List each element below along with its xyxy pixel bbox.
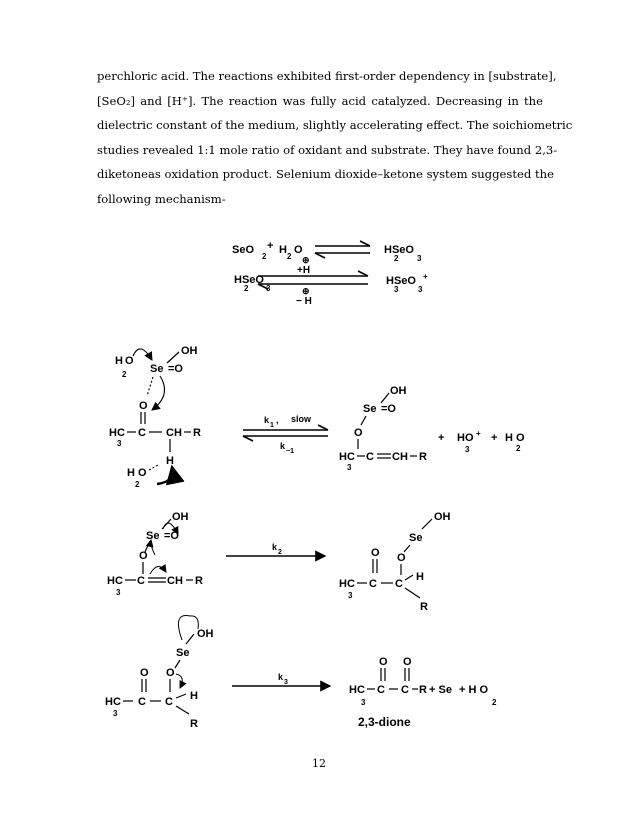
methyl-sub: 3 [117, 439, 122, 448]
se-eq-o: =O [168, 363, 183, 375]
p1-o: O [354, 427, 363, 439]
s3-c2: C [165, 696, 173, 708]
forward-proton-label: +H [297, 265, 311, 276]
step1-reactant [109, 345, 201, 489]
hseo3-reactant-sub-o: 3 [266, 284, 271, 293]
k-1-label: k [280, 441, 286, 451]
p2-o: O [397, 552, 406, 564]
base-h: H [127, 467, 135, 479]
p3-water-sub: 2 [492, 698, 497, 707]
k1-label: k [264, 415, 270, 425]
hseo3-plus-label: HSeO [386, 275, 416, 287]
p2-c2: C [395, 578, 403, 590]
p2-hc: HC [339, 578, 355, 590]
p2-hc-sub: 3 [348, 591, 353, 600]
p3-c2: C [401, 684, 409, 696]
p1-plus: + [438, 432, 445, 444]
p1-water: H O [505, 432, 525, 444]
step3-reactant [105, 616, 214, 731]
equilibrium-2 [234, 255, 428, 307]
p1-hc: HC [339, 451, 355, 463]
p3-r: R [419, 684, 427, 696]
p2-oh: OH [434, 511, 451, 523]
p3-hc: HC [349, 684, 365, 696]
s2-oh: OH [172, 511, 189, 523]
s2-ch: CH [167, 575, 183, 587]
step2-reactant [107, 511, 203, 597]
hseo3-reactant-sub-h: 2 [244, 284, 249, 293]
s3-c1: C [138, 696, 146, 708]
p2-se: Se [409, 532, 423, 544]
paragraph-line-1: perchloric acid. The reactions exhibited first-order dependency in [substrate], [97, 69, 557, 83]
k3-sub: 3 [284, 679, 288, 686]
s2-hc: HC [107, 575, 123, 587]
hseo3-sub-h: 2 [394, 254, 399, 263]
water-h: H [279, 244, 287, 256]
hseo3-plus-sup: + [423, 272, 428, 281]
s2-r: R [195, 575, 203, 587]
step3-product [349, 656, 497, 729]
methyl-hc: HC [109, 427, 125, 439]
paragraph-line-6: following mechanism- [97, 191, 226, 206]
paragraph-line-2: [SeO₂] and [H⁺]. The reaction was fully acid catalyzed. Decreasing in the [97, 93, 543, 108]
p2-carbonyl-o: O [371, 547, 380, 559]
water-o: O [294, 244, 303, 256]
p3-water: + H O [459, 684, 489, 696]
p1-oh: OH [390, 385, 407, 397]
k2-label: k [272, 542, 278, 552]
s2-se-eq-o: =O [164, 530, 179, 542]
p3-se: + Se [429, 684, 452, 696]
k2-sub: 2 [278, 549, 282, 556]
r-label: R [193, 427, 201, 439]
p3-hc-sub: 3 [361, 698, 366, 707]
p2-r: R [420, 601, 428, 613]
dione-label: 2,3-dione [358, 715, 411, 729]
slow-label: slow [291, 414, 312, 424]
s3-hc: HC [105, 696, 121, 708]
page-number: 12 [312, 757, 326, 770]
s2-o: O [139, 550, 148, 562]
step2-arrow [226, 542, 325, 556]
ch-label: CH [166, 427, 182, 439]
hseo3-plus-sub-o: 3 [418, 285, 423, 294]
plus-sign: + [267, 240, 274, 252]
s3-se: Se [176, 647, 190, 659]
hseo3-plus-sub-h: 3 [394, 285, 399, 294]
hydronium: HO [457, 432, 474, 444]
p1-water-sub: 2 [516, 444, 521, 453]
carbonyl-o: O [139, 400, 148, 412]
hydronium-sub: 3 [465, 445, 470, 454]
s3-carbonyl-o: O [140, 667, 149, 679]
s3-o: O [166, 667, 175, 679]
s3-h: H [190, 690, 198, 702]
h2o-sub: 2 [122, 370, 127, 379]
p1-r: R [419, 451, 427, 463]
oh-label: OH [181, 345, 198, 357]
equilibrium-arrows-2 [258, 271, 368, 289]
h2o-h: H [115, 355, 123, 367]
charge-symbol-1: ⊕ [302, 255, 310, 265]
s3-hc-sub: 3 [113, 709, 118, 718]
p3-c1: C [377, 684, 385, 696]
paragraph-line-4: studies revealed 1:1 mole ratio of oxidant and substrate. They have found 2,3- [97, 142, 558, 157]
charge-symbol-2: ⊕ [302, 286, 310, 296]
hseo3-sub-o: 3 [417, 254, 422, 263]
se-label: Se [150, 363, 164, 375]
p1-c: C [366, 451, 374, 463]
p1-se: Se [363, 403, 377, 415]
h2o-o: O [125, 355, 134, 367]
seo2-sub: 2 [262, 252, 267, 261]
k-1-sub: −1 [286, 448, 294, 455]
equilibrium-arrows-1 [315, 241, 370, 258]
seo2-label: SeO [232, 244, 255, 256]
equilibrium-1 [232, 240, 422, 263]
k1-sub: 1 [270, 422, 274, 429]
p2-c1: C [369, 578, 377, 590]
p1-se-eq-o: =O [381, 403, 396, 415]
s2-hc-sub: 3 [116, 588, 121, 597]
paragraph-line-5: diketoneas oxidation product. Selenium dioxide–ketone system suggested the [97, 167, 554, 182]
step1-product [339, 385, 525, 472]
s3-oh: OH [197, 628, 214, 640]
s3-r: R [190, 718, 198, 730]
step3-arrow [232, 672, 330, 686]
p1-hc-sub: 3 [347, 463, 352, 472]
s2-se: Se [146, 530, 160, 542]
p1-ch: CH [392, 451, 408, 463]
p1-plus-2: + [491, 432, 498, 444]
k1-comma: , [276, 415, 279, 425]
base-sub: 2 [135, 480, 140, 489]
carbonyl-c: C [138, 427, 146, 439]
hseo3-label: HSeO [384, 244, 414, 256]
p3-o2: O [403, 656, 412, 668]
paragraph-line-3: dielectric constant of the medium, slightly accelerating effect. The soichiometric [97, 118, 573, 133]
s2-c: C [137, 575, 145, 587]
step2-product [339, 511, 451, 613]
alpha-h: H [166, 455, 174, 467]
water-sub: 2 [287, 252, 292, 261]
k3-label: k [278, 672, 284, 682]
p2-h: H [416, 571, 424, 583]
p3-o1: O [379, 656, 388, 668]
hseo3-reactant-label: HSeO [234, 274, 264, 286]
base-o: O [138, 467, 147, 479]
step1-arrows [243, 414, 328, 455]
reverse-proton-label: − H [296, 296, 312, 307]
hydronium-sup: + [476, 429, 481, 438]
